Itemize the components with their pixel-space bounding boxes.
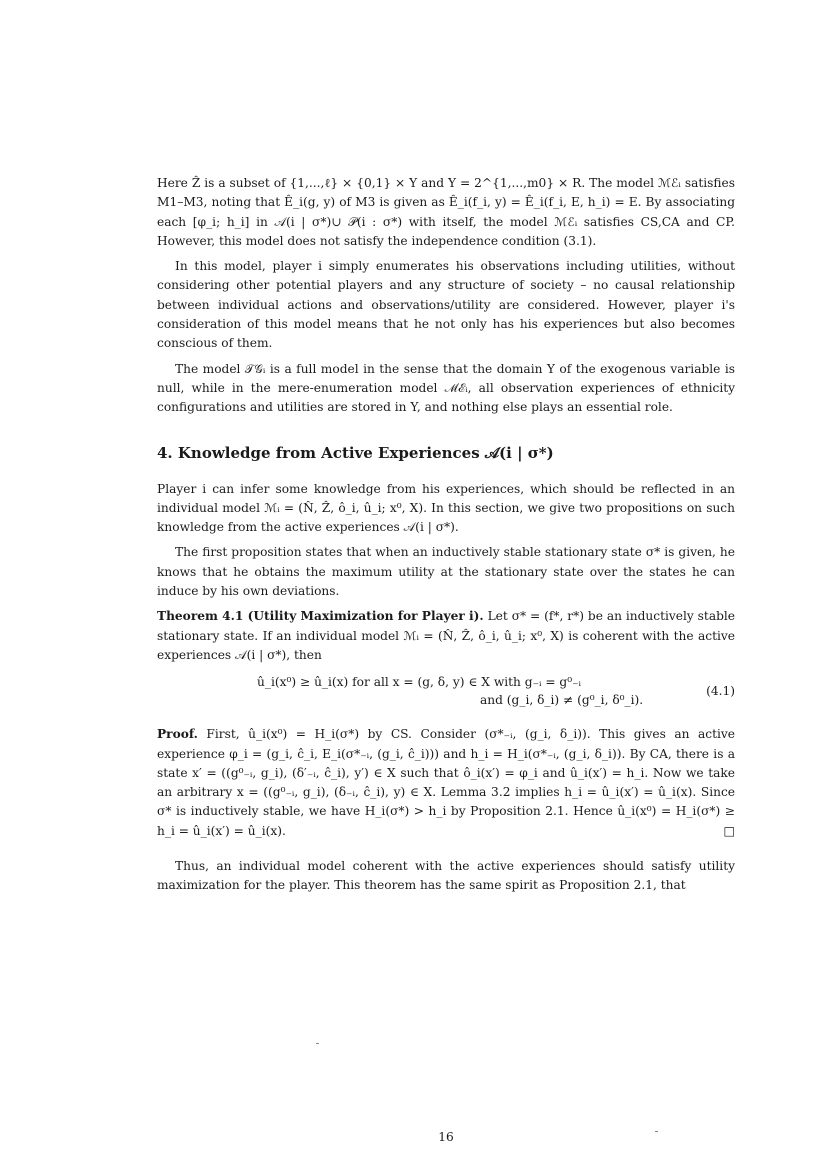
scan-speck — [655, 1131, 658, 1132]
page-number: 16 — [438, 1130, 454, 1144]
paragraph-closing: Thus, an individual model coherent with the active experiences should satisfy utility maximization for the player. This theorem has the same spirit as Proposition 2.1, that — [157, 859, 735, 893]
theorem-4-1 — [157, 607, 735, 665]
theorem-heading: Theorem 4.1 (Utility Maximization for Player i). — [157, 609, 484, 624]
qed-symbol: □ — [723, 823, 735, 838]
equation-line-1: û_i(x⁰) ≥ û_i(x) for all x = (g, δ, y) ∈ X with g₋ᵢ = g⁰₋ᵢ — [257, 675, 582, 690]
theorem-body: Let σ* = (f*, r*) be an inductively stable stationary state. If an individual model ℳᵢ = (N̂, Ẑ, ô_i, û_i; x⁰, X) is coherent with the active experiences 𝒜(i | σ*), then — [157, 609, 735, 662]
proof-heading: Proof. — [157, 727, 198, 742]
proof-block — [157, 725, 735, 841]
paragraph-full-model: The model 𝒯𝒢ᵢ is a full model in the sense that the domain Y of the exogenous variable is null, while in the mere-enumeration model ℳℰᵢ, all observation experiences of ethnicity configurations and utilities are stored in Y, and nothing else plays an essential role. — [157, 361, 735, 415]
equation-4-1 — [157, 673, 735, 715]
paragraph-first-proposition: The first proposition states that when an inductively stable stationary state σ* is given, he knows that he obtains the maximum utility at the stationary state over the states he can induce by his own deviations. — [157, 545, 735, 599]
paragraph-knowledge-intro: Player i can infer some knowledge from his experiences, which should be reflected in an individual model ℳᵢ = (N̂, Ẑ, ô_i, û_i; x⁰, X). In this section, we give two propositions on such knowledge from the active experiences 𝒜(i | σ*). — [157, 481, 735, 535]
equation-number: (4.1) — [706, 684, 735, 699]
paper-page — [157, 174, 735, 1144]
equation-line-2: and (g_i, δ_i) ≠ (g⁰_i, δ⁰_i). — [480, 693, 644, 708]
paragraph-enumeration: In this model, player i simply enumerates his observations including utilities, without considering other potential players and any structure of society – no causal relationship between individual actions and observations/utility are considered. However, player i's consideration of this model means that he not only has his experiences but also becomes conscious of them. — [157, 259, 735, 351]
proof-body: First, û_i(x⁰) = H_i(σ*) by CS. Consider (σ*₋ᵢ, (g_i, δ_i)). This gives an active experience φ_i = (g_i, ĉ_i, E_i(σ*₋ᵢ, (g_i, ĉ_i))) and h_i = H_i(σ*₋ᵢ, (g_i, δ_i)). By CA, there is a state x′ = ((g⁰₋ᵢ, g_i), (δ′₋ᵢ, ĉ_i), y′) ∈ X such that ô_i(x′) = φ_i and û_i(x′) = h_i. Now we take an arbitrary x = ((g⁰₋ᵢ, g_i), (δ₋ᵢ, ĉ_i), y) ∈ X. Lemma 3.2 implies h_i = û_i(x′) = û_i(x). Since σ* is inductively stable, we have H_i(σ*) > h_i by Proposition 2.1. Hence û_i(x⁰) = H_i(σ*) ≥ h_i = û_i(x′) = û_i(x). — [157, 727, 735, 838]
section-heading: 4. Knowledge from Active Experiences 𝒜(i | σ*) — [157, 443, 554, 462]
paragraph-model-me: Here Ẑ is a subset of {1,...,ℓ} × {0,1} × Y and Y = 2^{1,...,m0} × R. The model ℳℰᵢ satisfies M1–M3, noting that Ê_i(g, y) of M3 is given as Ê_i(f_i, y) = Ê_i(f_i, E, h_i) = E. By associating each [φ_i; h_i] in 𝒜(i | σ*)∪ 𝒫(i : σ*) with itself, the model ℳℰᵢ satisfies CS,CA and CP. However, this model does not satisfy the independence condition (3.1). — [157, 176, 735, 248]
scan-speck — [316, 1043, 319, 1044]
